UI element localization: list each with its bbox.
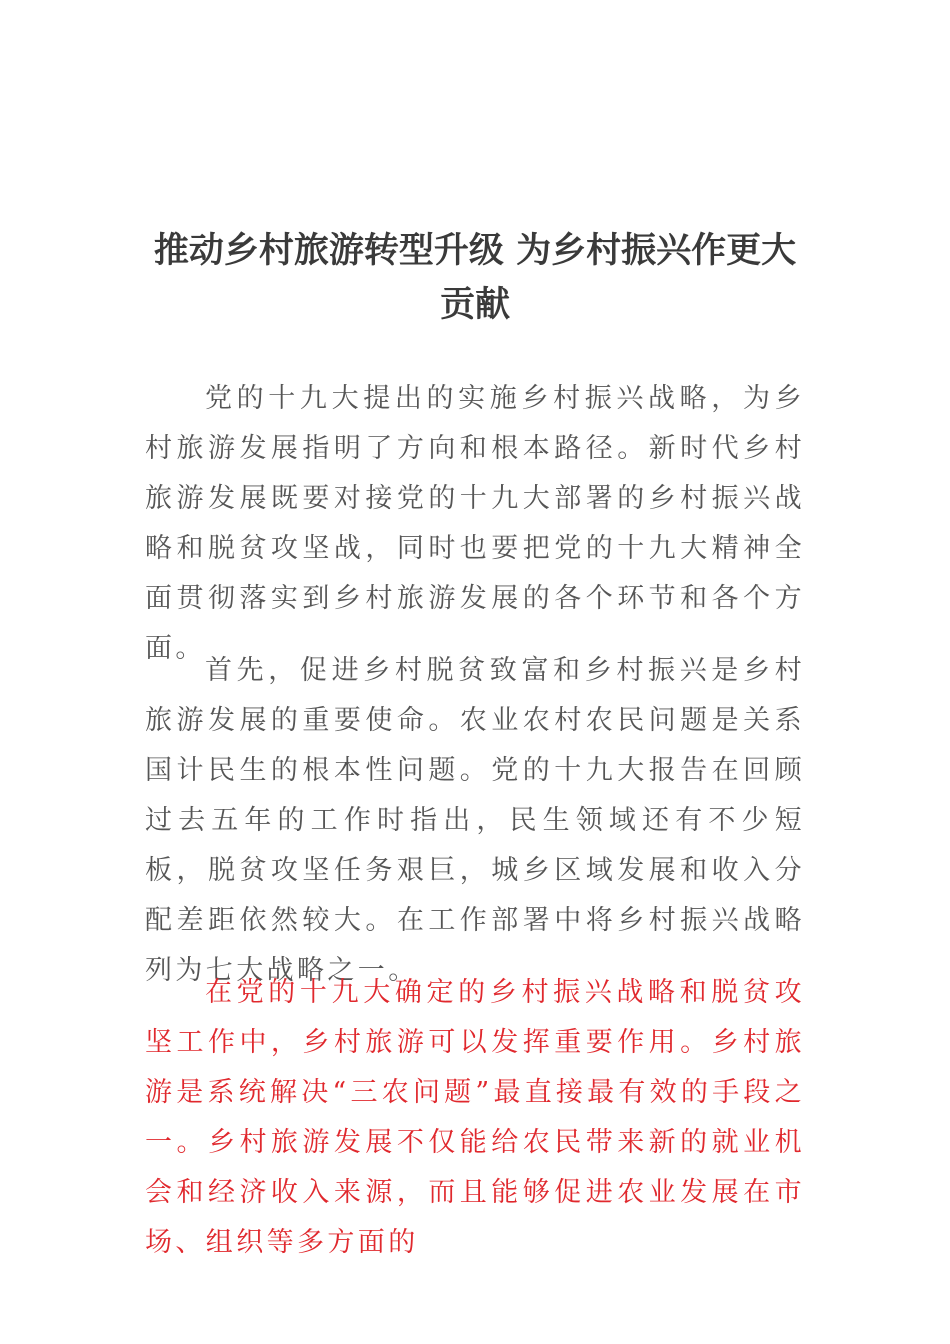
document-title: 推动乡村旅游转型升级 为乡村振兴作更大贡献	[153, 230, 797, 325]
paragraph-3-highlighted: 在党的十九大确定的乡村振兴战略和脱贫攻坚工作中，乡村旅游可以发挥重要作用。乡村旅游是系统解决“三农问题”最直接最有效的手段之一。乡村旅游发展不仅能给农民带来新的就业机会和经济收入来源，而且能够促进农业发展在市场、组织等多方面的	[145, 977, 805, 1258]
paragraph-2: 首先，促进乡村脱贫致富和乡村振兴是乡村旅游发展的重要使命。农业农村农民问题是关系国计民生的根本性问题。党的十九大报告在回顾过去五年的工作时指出，民生领域还有不少短板，脱贫攻坚任务艰巨，城乡区域发展和收入分配差距依然较大。在工作部署中将乡村振兴战略列为七大战略之一。	[145, 655, 805, 986]
paragraph-1: 党的十九大提出的实施乡村振兴战略，为乡村旅游发展指明了方向和根本路径。新时代乡村旅游发展既要对接党的十九大部署的乡村振兴战略和脱贫攻坚战，同时也要把党的十九大精神全面贯彻落实到乡村旅游发展的各个环节和各个方面。	[145, 383, 805, 664]
